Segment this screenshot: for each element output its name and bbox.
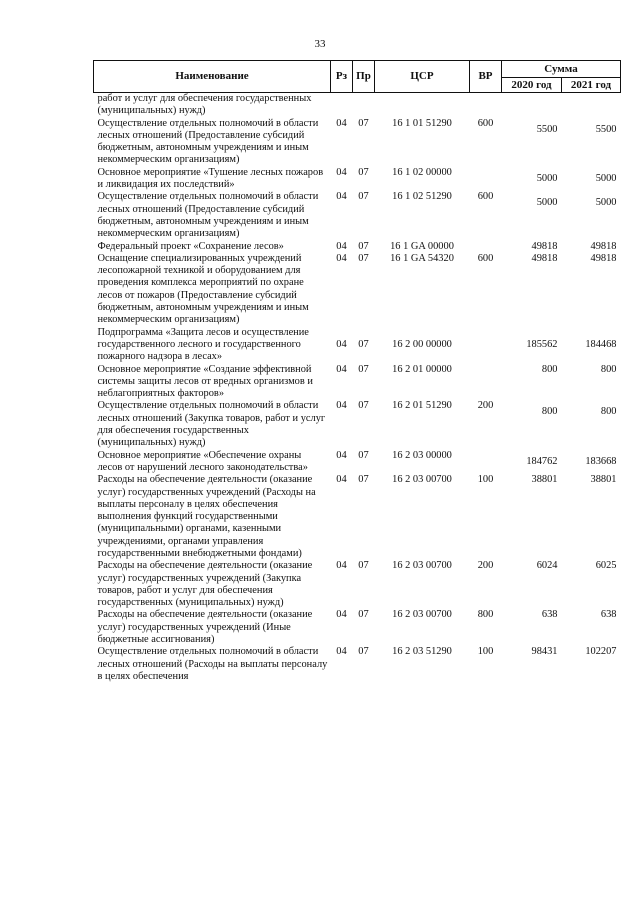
row-sum-2020	[502, 646, 562, 683]
row-sum-2020-text: 800	[541, 406, 558, 418]
row-pr	[353, 364, 375, 401]
row-sum-2021-text: 184468	[585, 338, 617, 350]
row-sum-2021	[562, 167, 621, 192]
row-csr-text: 16 2 01 00000	[392, 363, 452, 375]
table-row	[94, 167, 621, 192]
row-rz-text: 04	[336, 609, 347, 621]
row-name	[94, 609, 331, 646]
header-name: Наименование	[94, 61, 331, 93]
row-rz	[331, 191, 353, 240]
row-sum-2020-text: 49818	[531, 240, 558, 252]
row-rz	[331, 167, 353, 192]
row-pr-text: 07	[358, 252, 369, 264]
header-vr: ВР	[470, 61, 502, 93]
row-sum-2021-text: 800	[600, 363, 617, 375]
table-row	[94, 241, 621, 253]
table-row	[94, 93, 621, 118]
row-sum-2021-text: 102207	[585, 646, 617, 658]
header-pr: Пр	[353, 61, 375, 93]
row-pr-text: 07	[358, 609, 369, 621]
row-csr	[375, 450, 470, 475]
row-sum-2021	[562, 609, 621, 646]
row-sum-2020	[502, 167, 562, 192]
row-rz	[331, 93, 353, 118]
header-rz: Рз	[331, 61, 353, 93]
row-vr	[470, 474, 502, 560]
table-row	[94, 450, 621, 475]
row-rz-text: 04	[336, 252, 347, 264]
row-sum-2020-text: 98431	[531, 646, 558, 658]
row-sum-2020	[502, 191, 562, 240]
row-pr-text: 07	[358, 474, 369, 486]
row-csr	[375, 241, 470, 253]
row-rz	[331, 450, 353, 475]
budget-table-container	[93, 60, 620, 683]
header-sum: Сумма	[502, 61, 621, 78]
row-pr	[353, 450, 375, 475]
row-rz	[331, 241, 353, 253]
row-vr	[470, 327, 502, 364]
row-rz-text: 04	[336, 646, 347, 658]
row-rz	[331, 253, 353, 327]
row-rz-text: 04	[336, 166, 347, 178]
row-vr	[470, 167, 502, 192]
row-vr-text: 100	[477, 646, 494, 658]
row-sum-2021-text: 38801	[590, 474, 617, 486]
row-csr-text: 16 1 GA 54320	[390, 252, 454, 264]
row-rz-text: 04	[336, 240, 347, 252]
row-rz	[331, 474, 353, 560]
row-rz-text: 04	[336, 363, 347, 375]
row-name-text: Расходы на обеспечение деятельности (оказание услуг) государственных учреждений (Расходы на выплаты персоналу в целях обеспечения выполнения функций государственными (муниципальными) органами, казенными учреждениями, органами управления государственными внебюджетными фондами)	[97, 474, 316, 559]
row-sum-2020-text: 184762	[526, 455, 558, 467]
row-name-text: Основное мероприятие «Обеспечение охраны лесов от нарушений лесного законодательства»	[97, 449, 308, 473]
row-csr-text: 16 2 00 00000	[392, 338, 452, 350]
row-pr	[353, 253, 375, 327]
row-name-text: Основное мероприятие «Тушение лесных пожаров и ликвидация их последствий»	[97, 166, 324, 191]
row-pr-text: 07	[358, 363, 369, 375]
table-header	[94, 61, 621, 93]
row-name	[94, 400, 331, 449]
row-rz	[331, 327, 353, 364]
row-pr	[353, 400, 375, 449]
row-sum-2020-text: 638	[541, 609, 558, 621]
row-sum-2020	[502, 450, 562, 475]
row-csr-text: 16 1 01 51290	[392, 117, 452, 129]
row-pr-text: 07	[358, 117, 369, 129]
header-year-2020: 2020 год	[502, 78, 562, 93]
row-csr	[375, 364, 470, 401]
row-sum-2021-text: 800	[600, 406, 617, 418]
row-csr-text: 16 1 02 00000	[392, 166, 452, 178]
row-sum-2020	[502, 400, 562, 449]
row-sum-2021-text: 183668	[585, 455, 617, 467]
row-sum-2021	[562, 364, 621, 401]
row-csr	[375, 253, 470, 327]
row-name-text: Федеральный проект «Сохранение лесов»	[97, 240, 284, 252]
row-vr-text: 200	[477, 400, 494, 412]
row-vr-text: 600	[477, 117, 494, 129]
row-name-text: Осуществление отдельных полномочий в области лесных отношений (Предоставление субсидий бюджетным, автономным учреждениям и иным некоммерческим организациям)	[97, 117, 319, 166]
row-vr-text: 100	[477, 474, 494, 486]
row-csr-text: 16 1 GA 00000	[390, 240, 454, 252]
row-rz-text: 04	[336, 449, 347, 461]
row-sum-2020-text: 800	[541, 363, 558, 375]
row-rz	[331, 560, 353, 609]
row-pr	[353, 167, 375, 192]
row-vr	[470, 241, 502, 253]
row-pr-text: 07	[358, 338, 369, 350]
row-pr	[353, 93, 375, 118]
row-name	[94, 474, 331, 560]
table-row	[94, 474, 621, 560]
row-rz	[331, 364, 353, 401]
row-vr	[470, 93, 502, 118]
table-row	[94, 364, 621, 401]
row-sum-2020	[502, 253, 562, 327]
row-sum-2020-text: 38801	[531, 474, 558, 486]
row-rz-text: 04	[336, 338, 347, 350]
row-sum-2020-text: 5000	[536, 197, 558, 209]
row-name	[94, 93, 331, 118]
row-name	[94, 253, 331, 327]
row-vr	[470, 364, 502, 401]
row-vr	[470, 253, 502, 327]
row-name	[94, 167, 331, 192]
row-sum-2021-text: 49818	[590, 240, 617, 252]
row-sum-2021	[562, 327, 621, 364]
row-csr-text: 16 2 03 51290	[392, 646, 452, 658]
row-pr	[353, 191, 375, 240]
row-sum-2020-text: 185562	[526, 338, 558, 350]
row-sum-2021-text: 5000	[595, 197, 617, 209]
row-name	[94, 191, 331, 240]
row-sum-2020	[502, 364, 562, 401]
table-row	[94, 400, 621, 449]
row-rz-text: 04	[336, 117, 347, 129]
row-sum-2021	[562, 450, 621, 475]
row-vr	[470, 118, 502, 167]
table-row	[94, 253, 621, 327]
row-pr-text: 07	[358, 449, 369, 461]
row-name-text: Осуществление отдельных полномочий в области лесных отношений (Предоставление субсидий бюджетным, автономным учреждениям и иным некоммерческим организациям)	[97, 191, 319, 240]
row-vr-text: 800	[477, 609, 494, 621]
row-name-text: Осуществление отдельных полномочий в области лесных отношений (Закупка товаров, работ и услуг для обеспечения государственных (муниципальных) нужд)	[97, 400, 326, 449]
row-sum-2020-text: 5500	[536, 123, 558, 135]
row-csr	[375, 560, 470, 609]
row-pr	[353, 560, 375, 609]
row-rz	[331, 646, 353, 683]
row-name	[94, 364, 331, 401]
row-csr	[375, 646, 470, 683]
row-name	[94, 646, 331, 683]
row-rz-text: 04	[336, 191, 347, 203]
row-pr-text: 07	[358, 646, 369, 658]
row-sum-2021	[562, 93, 621, 118]
table-row	[94, 327, 621, 364]
row-sum-2021-text: 6025	[595, 560, 617, 572]
row-csr-text: 16 2 01 51290	[392, 400, 452, 412]
row-sum-2020-text: 6024	[536, 560, 558, 572]
row-csr	[375, 118, 470, 167]
row-rz-text: 04	[336, 474, 347, 486]
row-pr	[353, 609, 375, 646]
row-sum-2020	[502, 241, 562, 253]
row-pr	[353, 241, 375, 253]
row-csr-text: 16 1 02 51290	[392, 191, 452, 203]
row-sum-2020-text: 5000	[536, 172, 558, 184]
row-vr	[470, 560, 502, 609]
row-csr-text: 16 2 03 00700	[392, 609, 452, 621]
row-sum-2021-text: 638	[600, 609, 617, 621]
row-pr-text: 07	[358, 191, 369, 203]
row-csr-text: 16 2 03 00700	[392, 560, 452, 572]
table-row	[94, 609, 621, 646]
row-name	[94, 241, 331, 253]
row-name	[94, 118, 331, 167]
budget-table	[93, 60, 621, 683]
row-name	[94, 450, 331, 475]
row-rz-text: 04	[336, 560, 347, 572]
row-sum-2021	[562, 560, 621, 609]
row-pr-text: 07	[358, 166, 369, 178]
row-sum-2021	[562, 118, 621, 167]
row-name-text: Оснащение специализированных учреждений лесопожарной техникой и оборудованием для проведения комплекса мероприятий по охране лесов от пожаров (Предоставление субсидий бюджетным, автономным учреждениям и иным некоммерческим организациям)	[97, 252, 309, 326]
row-rz	[331, 609, 353, 646]
row-sum-2020	[502, 560, 562, 609]
row-sum-2021	[562, 191, 621, 240]
row-pr-text: 07	[358, 560, 369, 572]
row-pr	[353, 474, 375, 560]
row-name-text: работ и услуг для обеспечения государственных (муниципальных) нужд)	[97, 93, 312, 117]
row-rz-text: 04	[336, 400, 347, 412]
row-vr-text: 600	[477, 252, 494, 264]
row-name-text: Основное мероприятие «Создание эффективной системы защиты лесов от вредных организмов и неблагоприятных факторов»	[97, 363, 313, 400]
row-rz	[331, 400, 353, 449]
row-csr	[375, 93, 470, 118]
row-name	[94, 560, 331, 609]
row-name-text: Подпрограмма «Защита лесов и осуществление государственного лесного и государственного пожарного надзора в лесах»	[97, 326, 309, 363]
row-csr	[375, 327, 470, 364]
row-vr	[470, 400, 502, 449]
row-vr	[470, 609, 502, 646]
row-name	[94, 327, 331, 364]
header-csr: ЦСР	[375, 61, 470, 93]
row-name-text: Осуществление отдельных полномочий в области лесных отношений (Расходы на выплаты персоналу в целях обеспечения	[97, 646, 328, 682]
table-row	[94, 118, 621, 167]
row-vr	[470, 450, 502, 475]
row-pr-text: 07	[358, 240, 369, 252]
row-pr	[353, 118, 375, 167]
row-csr	[375, 609, 470, 646]
row-sum-2020	[502, 118, 562, 167]
row-sum-2020	[502, 327, 562, 364]
row-csr	[375, 167, 470, 192]
row-sum-2021-text: 5500	[595, 123, 617, 135]
row-sum-2021	[562, 400, 621, 449]
table-body	[94, 93, 621, 684]
row-sum-2021-text: 49818	[590, 252, 617, 264]
row-sum-2021	[562, 241, 621, 253]
row-rz	[331, 118, 353, 167]
row-vr-text: 600	[477, 191, 494, 203]
table-row	[94, 646, 621, 683]
row-sum-2020	[502, 474, 562, 560]
row-sum-2021-text: 5000	[595, 172, 617, 184]
row-vr-text: 200	[477, 560, 494, 572]
page-number: 33	[314, 38, 326, 50]
header-year-2021: 2021 год	[562, 78, 621, 93]
row-vr	[470, 646, 502, 683]
row-pr	[353, 327, 375, 364]
row-csr	[375, 474, 470, 560]
row-csr	[375, 400, 470, 449]
row-sum-2020	[502, 609, 562, 646]
table-row	[94, 560, 621, 609]
row-sum-2021	[562, 253, 621, 327]
row-sum-2021	[562, 646, 621, 683]
row-sum-2021	[562, 474, 621, 560]
row-sum-2020-text: 49818	[531, 252, 558, 264]
row-name-text: Расходы на обеспечение деятельности (оказание услуг) государственных учреждений (Иные бюджетные ассигнования)	[97, 609, 313, 646]
table-row	[94, 191, 621, 240]
row-vr	[470, 191, 502, 240]
row-name-text: Расходы на обеспечение деятельности (оказание услуг) государственных учреждений (Закупка товаров, работ и услуг для обеспечения государственных (муниципальных) нужд)	[97, 560, 313, 609]
row-pr	[353, 646, 375, 683]
row-sum-2020	[502, 93, 562, 118]
row-pr-text: 07	[358, 400, 369, 412]
row-csr-text: 16 2 03 00700	[392, 474, 452, 486]
row-csr-text: 16 2 03 00000	[392, 449, 452, 461]
row-csr	[375, 191, 470, 240]
